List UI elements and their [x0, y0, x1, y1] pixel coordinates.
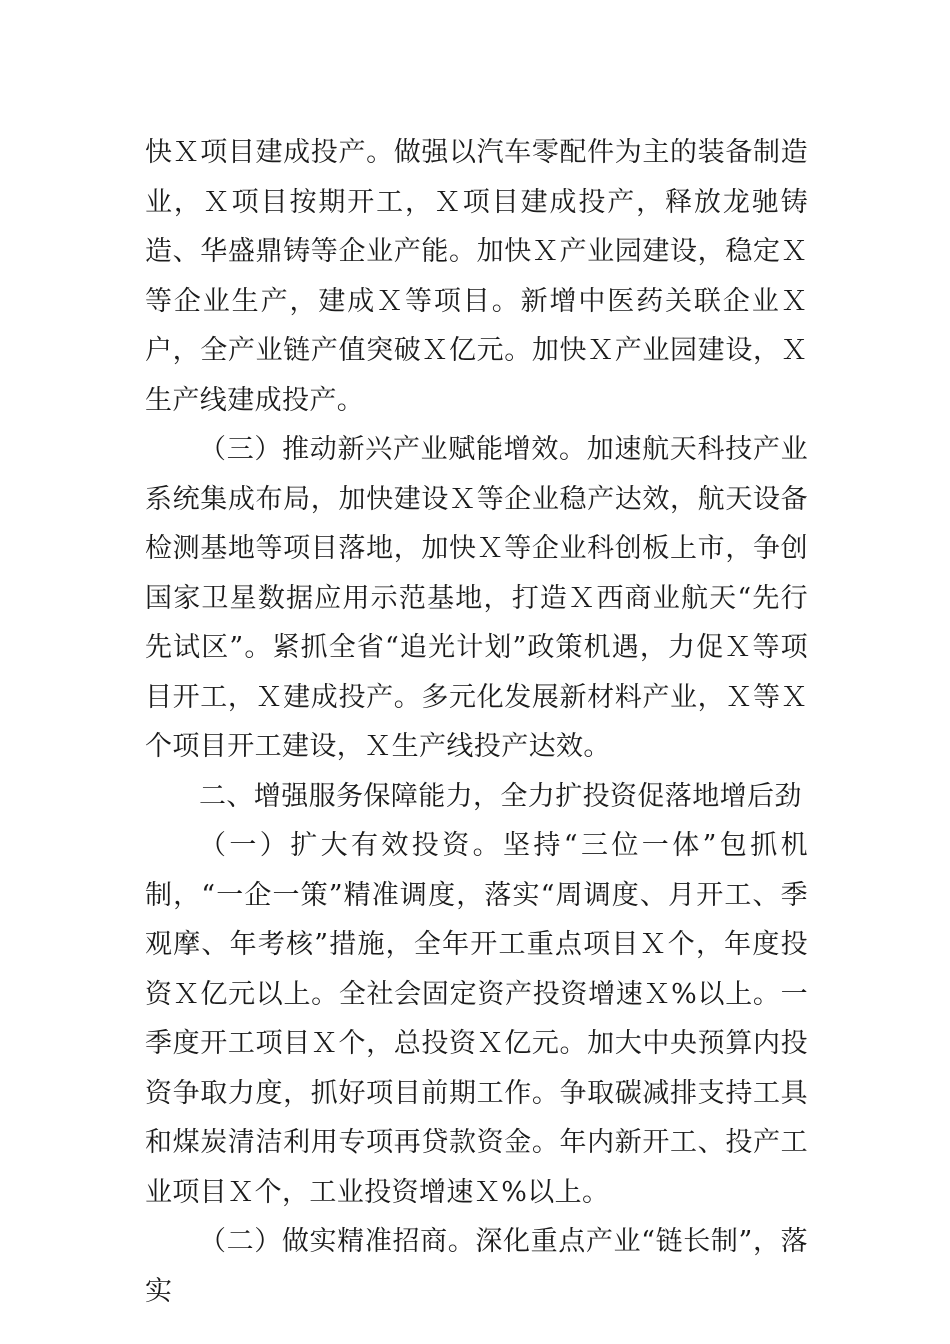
document-body	[145, 128, 808, 1316]
paragraph-effective-investment: （一）扩大有效投资。坚持“三位一体”包抓机制，“一企一策”精准调度，落实“周调度、月开工、季观摩、年考核”措施，全年开工重点项目Ｘ个，年度投资Ｘ亿元以上。全社会固定资产投资增速Ｘ%以上。一季度开工项目Ｘ个，总投资Ｘ亿元。加大中央预算内投资争取力度，抓好项目前期工作。争取碳减排支持工具和煤炭清洁利用专项再贷款资金。年内新开工、投产工业项目Ｘ个，工业投资增速Ｘ%以上。	[145, 830, 808, 1208]
paragraph-emerging-industries: （三）推动新兴产业赋能增效。加速航天科技产业系统集成布局，加快建设Ｘ等企业稳产达效，航天设备检测基地等项目落地，加快Ｘ等企业科创板上市，争创国家卫星数据应用示范基地，打造Ｘ西商业航天“先行先试区”。紧抓全省“追光计划”政策机遇，力促Ｘ等项目开工，Ｘ建成投产。多元化发展新材料产业，Ｘ等Ｘ个项目开工建设，Ｘ生产线投产达效。	[145, 434, 808, 762]
paragraph-precise-investment-attraction: （二）做实精准招商。深化重点产业“链长制”，落实	[145, 1226, 808, 1307]
paragraph-continued: 快Ｘ项目建成投产。做强以汽车零配件为主的装备制造业，Ｘ项目按期开工，Ｘ项目建成投产，释放龙驰铸造、华盛鼎铸等企业产能。加快Ｘ产业园建设，稳定Ｘ等企业生产，建成Ｘ等项目。新增中医药关联企业Ｘ户，全产业链产值突破Ｘ亿元。加快Ｘ产业园建设，Ｘ生产线建成投产。	[145, 137, 808, 416]
section-heading-two: 二、增强服务保障能力，全力扩投资促落地增后劲	[199, 780, 802, 812]
